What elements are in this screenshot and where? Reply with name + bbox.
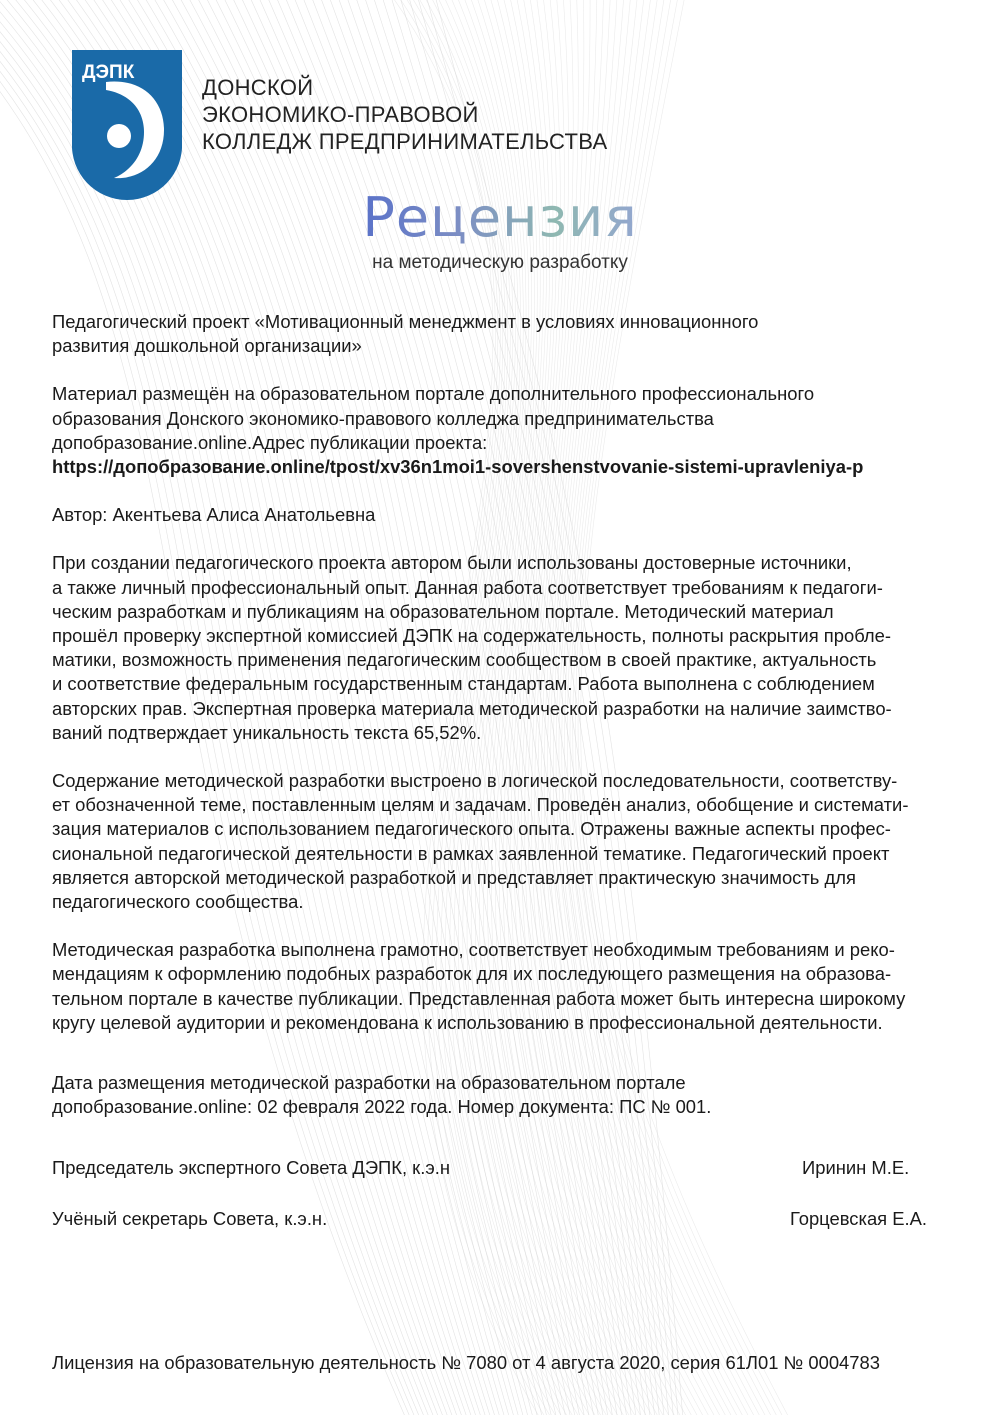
text-line: При создании педагогического проекта автором были использованы достоверные источники, bbox=[52, 552, 852, 574]
text-line: а также личный профессиональный опыт. Данная работа соответствует требованиям к педагоги- bbox=[52, 576, 883, 598]
org-line: ЭКОНОМИКО-ПРАВОВОЙ bbox=[202, 102, 479, 127]
material-line: Материал размещён на образовательном портале дополнительного профессионального bbox=[52, 383, 815, 405]
paragraph-3 bbox=[52, 938, 957, 1035]
paragraph-1 bbox=[52, 551, 957, 745]
organization-name bbox=[202, 74, 607, 155]
college-logo bbox=[72, 50, 182, 200]
project-line: развития дошкольной организации» bbox=[52, 335, 362, 357]
date-line: Дата размещения методической разработки на образовательном портале bbox=[52, 1072, 686, 1094]
material-line: допобразование.online.Адрес публикации проекта: bbox=[52, 431, 488, 453]
text-line: авторских прав. Экспертная проверка материала методической разработки на наличие заимство- bbox=[52, 697, 892, 719]
author-line: Автор: Акентьева Алиса Анатольевна bbox=[52, 504, 376, 526]
text-line: Методическая разработка выполнена грамотно, соответствует необходимым требованиям и реко- bbox=[52, 939, 895, 961]
text-line: сиональной педагогической деятельности в рамках заявленной тематике. Педагогический проект bbox=[52, 842, 890, 864]
chair-title: Председатель экспертного Совета ДЭПК, к.э.н bbox=[52, 1157, 450, 1178]
license-line: Лицензия на образовательную деятельность № 7080 от 4 августа 2020, серия 61Л01 № 0004783 bbox=[52, 1352, 880, 1373]
date-block bbox=[52, 1071, 957, 1119]
text-line: является авторской методической разработкой и представляет практическую значимость для bbox=[52, 866, 856, 888]
material-line: образования Донского экономико-правового колледжа предпринимательства bbox=[52, 407, 714, 429]
text-line: зация материалов с использованием педагогического опыта. Отражены важные аспекты профес- bbox=[52, 818, 891, 840]
secretary-title: Учёный секретарь Совета, к.э.н. bbox=[52, 1208, 328, 1229]
date-line: допобразование.online: 02 февраля 2022 года. Номер документа: ПС № 001. bbox=[52, 1096, 712, 1118]
text-line: и соответствие федеральным государственным стандартам. Работа выполнена с соблюдением bbox=[52, 673, 875, 695]
document-title: Рецензия bbox=[362, 186, 638, 249]
org-line: ДОНСКОЙ bbox=[202, 75, 314, 100]
paragraph-2 bbox=[52, 769, 957, 914]
text-line: ваний подтверждает уникальность текста 65,52%. bbox=[52, 721, 482, 743]
text-line: ет обозначенной теме, поставленным целям и задачам. Проведён анализ, обобщение и системати- bbox=[52, 794, 909, 816]
org-line: КОЛЛЕДЖ ПРЕДПРИНИМАТЕЛЬСТВА bbox=[202, 129, 608, 154]
review-body bbox=[52, 310, 957, 1119]
project-line: Педагогический проект «Мотивационный менеджмент в условиях инновационного bbox=[52, 311, 759, 332]
text-line: педагогического сообщества. bbox=[52, 891, 304, 913]
logo-shield-icon bbox=[72, 50, 182, 200]
text-line: тельном портале в качестве публикации. Представленная работа может быть интересна широкому bbox=[52, 987, 906, 1009]
text-line: ческим разработкам и публикациям на образовательном портале. Методический материал bbox=[52, 600, 834, 622]
chair-name: Иринин М.Е. bbox=[802, 1157, 910, 1178]
document-subtitle: на методическую разработку bbox=[372, 252, 628, 273]
logo-text: ДЭПК bbox=[82, 62, 135, 83]
text-line: прошёл проверку экспертной комиссией ДЭПК на содержательность, полноты раскрытия пробле- bbox=[52, 625, 891, 647]
secretary-name: Горцевская Е.А. bbox=[790, 1208, 927, 1229]
text-line: кругу целевой аудитории и рекомендована к использованию в профессиональной деятельности. bbox=[52, 1011, 883, 1033]
text-line: Содержание методической разработки выстроено в логической последовательности, соответству- bbox=[52, 770, 898, 792]
text-line: мендациям к оформлению подобных разработок для их последующего размещения на образова- bbox=[52, 963, 892, 985]
text-line: матики, возможность применения педагогическим сообществом в своей практике, актуальность bbox=[52, 649, 877, 671]
publication-url[interactable]: https://допобразование.online/tpost/xv36n1moi1-sovershenstvovanie-sistemi-upravleniya-p bbox=[52, 456, 864, 478]
